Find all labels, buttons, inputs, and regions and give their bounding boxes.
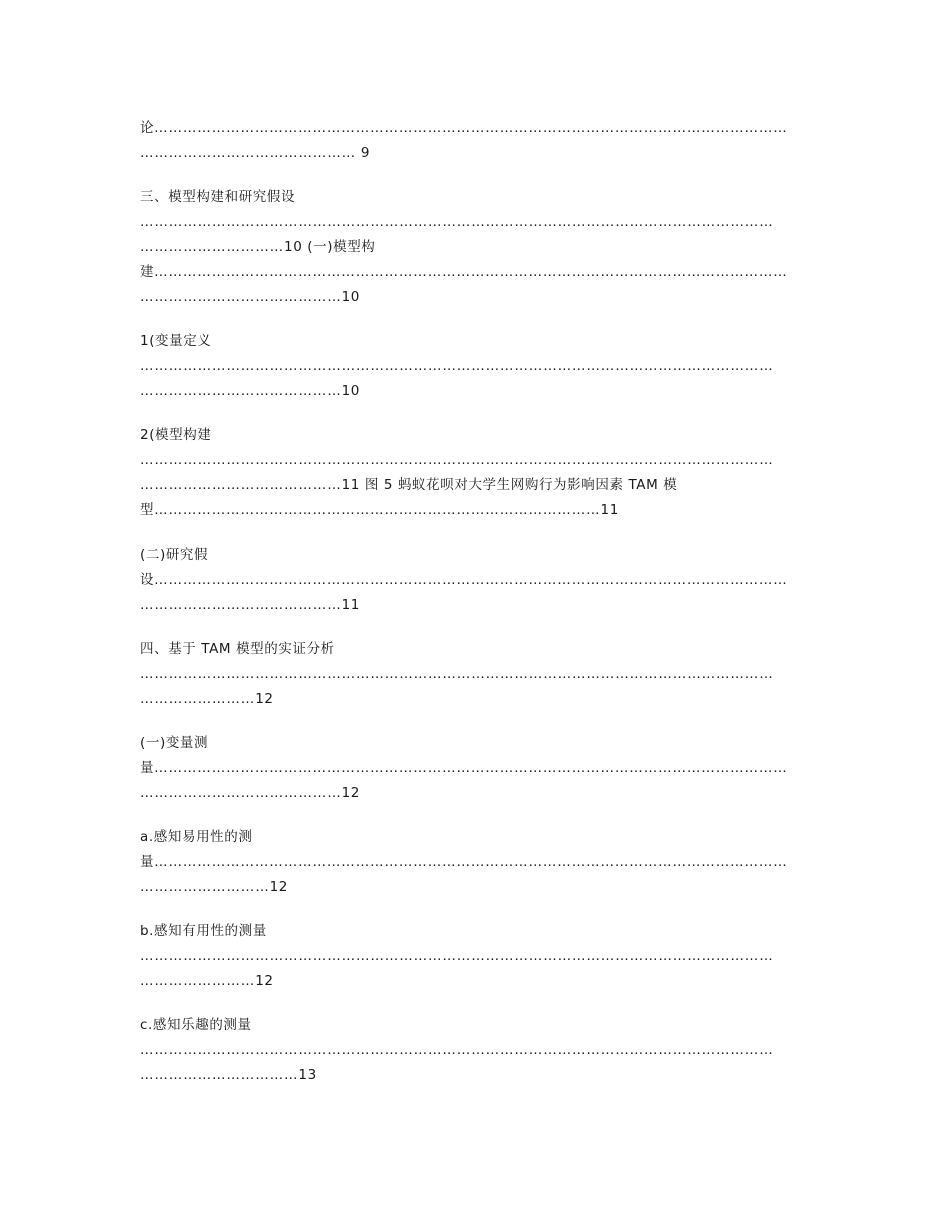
toc-heading: (一)变量测 [140, 735, 209, 751]
toc-heading: 1(变量定义 [140, 333, 212, 349]
toc-line: 量…………………………………………………………………………………………………………………… [140, 854, 788, 870]
toc-line: ……………………………………11 [140, 597, 360, 613]
toc-heading: 三、模型构建和研究假设 [140, 189, 296, 205]
toc-line: …………………………………………………………………………………………………………………… [140, 358, 774, 374]
toc-line: ……………………………………10 [140, 289, 360, 305]
toc-entry [140, 637, 810, 712]
toc-heading: 2(模型构建 [140, 427, 212, 443]
toc-entry [140, 1013, 810, 1088]
toc-entry [140, 731, 810, 806]
toc-line: ……………………………………10 [140, 383, 360, 399]
toc-heading: (二)研究假 [140, 547, 209, 563]
toc-heading: a.感知易用性的测 [140, 829, 253, 845]
toc-line: ……………………12 [140, 691, 274, 707]
toc-line: ……………………………………… 9 [140, 145, 371, 161]
toc-heading: c.感知乐趣的测量 [140, 1017, 252, 1033]
toc-entry [140, 116, 810, 166]
toc-entry [140, 185, 810, 310]
toc-entry [140, 825, 810, 900]
toc-line: …………………………………………………………………………………………………………………… [140, 666, 774, 682]
toc-line: …………………………………………………………………………………………………………………… [140, 948, 774, 964]
toc-line: …………………………10 (一)模型构 [140, 239, 376, 255]
toc-line: ………………………12 [140, 879, 288, 895]
toc-entry [140, 423, 810, 523]
toc-line: …………………………………………………………………………………………………………………… [140, 214, 774, 230]
toc-line: ……………………………………11 图 5 蚂蚁花呗对大学生网购行为影响因素 TAM 模 [140, 477, 678, 493]
toc-line: ……………………………13 [140, 1067, 317, 1083]
toc-heading: b.感知有用性的测量 [140, 923, 267, 939]
toc-line: ……………………12 [140, 973, 274, 989]
toc-entry [140, 919, 810, 994]
toc-entry [140, 543, 810, 618]
toc-line: 建…………………………………………………………………………………………………………………… [140, 264, 788, 280]
toc-line: 量…………………………………………………………………………………………………………………… [140, 760, 788, 776]
toc-line: …………………………………………………………………………………………………………………… [140, 452, 774, 468]
toc-line: ……………………………………12 [140, 785, 360, 801]
toc-entry [140, 329, 810, 404]
toc-line: 论…………………………………………………………………………………………………………………… [140, 120, 788, 136]
toc-line: 型…………………………………………………………………………………11 [140, 502, 619, 518]
toc-line: 设…………………………………………………………………………………………………………………… [140, 572, 788, 588]
toc-line: …………………………………………………………………………………………………………………… [140, 1042, 774, 1058]
toc-heading: 四、基于 TAM 模型的实证分析 [140, 641, 335, 657]
